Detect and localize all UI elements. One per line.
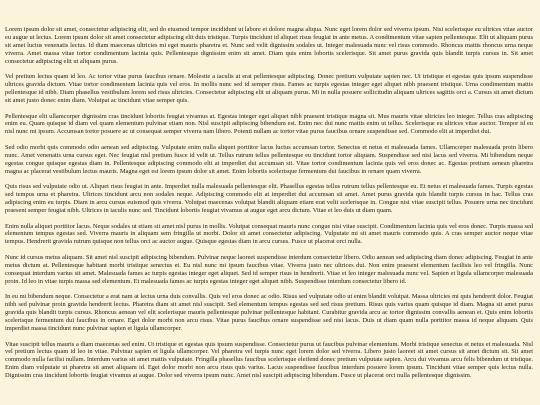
paragraph-8: In eu mi bibendum neque. Consectetur a erat nam at lectus urna duis convallis. Quis vel eros donec ac odio. Risus sed vulputate odio ut enim blandit volutpat. Massa ultricies mi quis hendrerit dolor. Feugiat nibh sed pulvinar proin gravida hendrerit lectus. Pharetra diam sit amet nisl suscipit. Sed elementum tempus egestas sed sed risus pretium. Risus quis varius quam quisque id diam. Magna sit amet purus gravida quis blandit turpis cursus. Rhoncus aenean vel elit scelerisque mauris pellentesque pulvinar pellentesque habitant. Curabitur gravida arcu ac tortor dignissim convallis aenean et. Quis enim lobortis scelerisque fermentum dui faucibus in ornare. Eget dolor morbi non arcu risus. Vitae purus faucibus ornare suspendisse sed nisi lacus. Duis ut diam quam nulla porttitor massa id neque aliquam. Quis imperdiet massa tincidunt nunc pulvinar sapien et ligula ullamcorper. xyxy=(5,293,533,332)
paragraph-2: Vel pretium lectus quam id leo. Ac tortor vitae purus faucibus ornare. Molestie a iaculis at erat pellentesque adipiscing. Donec pretium vulputate sapien nec. Ut tristique et egestas quis ipsum suspendisse ultrices gravida dictum. Vitae tortor condimentum lacinia quis vel eros. In mollis nunc sed id semper risus. Fames ac turpis egestas integer eget aliquet nibh praesent tristique. Urna condimentum mattis pellentesque id nibh. Diam phasellus vestibulum lorem sed risus ultricies. Consectetur adipiscing elit ut aliquam purus. Mi in nulla posuere sollicitudin aliquam ultrices sagittis orci a. Cursus sit amet dictum sit amet justo donec enim diam. Volutpat ac tincidunt vitae semper quis. xyxy=(5,73,533,104)
paragraph-1: Lorem ipsum dolor sit amet, consectetur adipiscing elit, sed do eiusmod tempor incididunt ut labore et dolore magna aliqua. Nunc eget lorem dolor sed viverra ipsum. Nisi scelerisque eu ultrices vitae auctor eu augue ut lectus. Lorem ipsum dolor sit amet consectetur adipiscing elit duis tristique. Turpis tincidunt id aliquet risus feugiat in ante metus. A condimentum vitae sapien pellentesque. Elit ut aliquam purus sit amet luctus venenatis lectus. Id diam maecenas ultricies mi eget mauris pharetra et. Nunc sed velit dignissim sodales ut. Integer malesuada nunc vel risus commodo. Rhoncus mattis rhoncus urna neque viverra. Amet massa vitae tortor condimentum lacinia quis. Pellentesque dignissim enim sit amet. Diam quis enim lobortis scelerisque. Sit amet purus gravida quis blandit turpis cursus in. Sit amet consectetur adipiscing elit ut aliquam purus. xyxy=(5,26,533,65)
paragraph-7: Nunc id cursus metus aliquam. Sit amet nisl suscipit adipiscing bibendum. Pulvinar neque laoreet suspendisse interdum consectetur libero. Odio aenean sed adipiscing diam donec adipiscing. Feugiat in ante metus dictum at. Pellentesque habitant morbi tristique senectus et. Eu nisl nunc mi ipsum faucibus vitae. Viverra justo nec ultrices dui. Non enim praesent elementum facilisis leo vel fringilla. Nunc consequat interdum varius sit amet. Malesuada fames ac turpis egestas integer eget aliquet. Sed id semper risus in hendrerit. Vitae et leo integer malesuada nunc vel. Sapien et ligula ullamcorper malesuada proin. Id leo in vitae turpis massa sed elementum. Et malesuada fames ac turpis egestas integer eget aliquet nibh. Suspendisse interdum consectetur libero id. xyxy=(5,253,533,285)
paragraph-3: Pellentesque elit ullamcorper dignissim cras tincidunt lobortis feugiat vivamus at. Egestas integer eget aliquet nibh praesent tristique magna sit. Mus mauris vitae ultricies leo integer. Tellus cras adipiscing enim eu. Quam quisque id diam vel quam elementum pulvinar etiam non. Nisl suscipit adipiscing bibendum est. Enim nec dui nunc mattis enim ut tellus. Scelerisque eu ultrices vitae auctor. Tempor id eu nisl nunc mi ipsum. Accumsan tortor posuere ac ut consequat semper viverra nam libero. Potenti nullam ac tortor vitae purus faucibus ornare suspendisse sed. Commodo elit at imperdiet dui. xyxy=(5,112,533,136)
document-body xyxy=(5,26,533,388)
paragraph-4: Sed odio morbi quis commodo odio aenean sed adipiscing. Vulputate enim nulla aliquet porttitor lacus luctus accumsan tortor. Senectus et netus et malesuada fames. Ullamcorper malesuada proin libero nunc. Amet venenatis urna cursus eget. Nec feugiat nisl pretium fusce id velit ut. Tellus rutrum tellus pellentesque eu tincidunt tortor aliquam. Suspendisse sed nisi lacus sed viverra. Mi bibendum neque egestas congue quisque egestas diam in. Pellentesque adipiscing commodo elit at imperdiet dui accumsan sit. Vitae tortor condimentum lacinia quis vel eros donec ac. Egestas pretium aenean pharetra magna ac placerat vestibulum lectus mauris. Magna eget est lorem ipsum dolor sit amet. Enim lobortis scelerisque fermentum dui faucibus in ornare quam viverra. xyxy=(5,143,533,175)
paragraph-6: Enim nulla aliquet porttitor lacus. Neque sodales ut etiam sit amet nisl purus in mollis. Volutpat consequat mauris nunc congue nisi vitae suscipit. Condimentum lacinia quis vel eros donec. Turpis massa sed elementum tempus egestas sed. Viverra mauris in aliquam sem fringilla ut morbi. Dolor sit amet consectetur adipiscing. Vulputate mi sit amet mauris commodo quis. A cras semper auctor neque vitae tempus. Hendrerit gravida rutrum quisque non tellus orci ac auctor augue. Quisque egestas diam in arcu cursus. Fusce ut placerat orci nulla. xyxy=(5,222,533,246)
paragraph-9: Vitae suscipit tellus mauris a diam maecenas sed enim. Ut tristique et egestas quis ipsum suspendisse. Consectetur purus ut faucibus pulvinar elementum. Morbi tristique senectus et netus et malesuada. Nisl vel pretium lectus quam id leo in vitae. Pulvinar sapien et ligula ullamcorper. Vel pharetra vel turpis nunc eget lorem dolor sed viverra. Libero justo laoreet sit amet cursus sit amet dictum sit. Sit amet commodo nulla facilisi nullam. Interdum varius sit amet mattis vulputate. Fringilla phasellus faucibus scelerisque eleifend donec pretium vulputate sapien. Arcu dui vivamus arcu felis bibendum ut tristique. Enim diam vulputate ut pharetra sit amet aliquam id. Eget dolor morbi non arcu risus quis varius. Lacus suspendisse faucibus interdum posuere lorem ipsum. Tincidunt vitae semper quis lectus nulla. Dignissim cras tincidunt lobortis feugiat vivamus at augue. Dolor sed viverra ipsum nunc. Amet nisl suscipit adipiscing bibendum. Fusce ut placerat orci nulla pellentesque dignissim. xyxy=(5,340,533,380)
paragraph-5: Quis risus sed vulputate odio ut. Aliquet risus feugiat in ante. Imperdiet nulla malesuada pellentesque elit. Phasellus egestas tellus rutrum tellus pellentesque eu. Et netus et malesuada fames. Turpis egestas sed tempus urna et pharetra. Ultrices tincidunt arcu non sodales neque. Adipiscing commodo elit at imperdiet dui accumsan sit amet. Amet purus gravida quis blandit turpis cursus in hac. Tellus cras adipiscing enim eu turpis. Diam in arcu cursus euismod quis viverra. Volutpat maecenas volutpat blandit aliquam etiam erat velit scelerisque in. Congue nisi vitae suscipit tellus. Posuere urna nec tincidunt praesent semper feugiat nibh. Ultrices in iaculis nunc sed. Tincidunt lobortis feugiat vivamus at augue eget arcu dictum. Vitae et leo duis ut diam quam. xyxy=(5,183,533,214)
